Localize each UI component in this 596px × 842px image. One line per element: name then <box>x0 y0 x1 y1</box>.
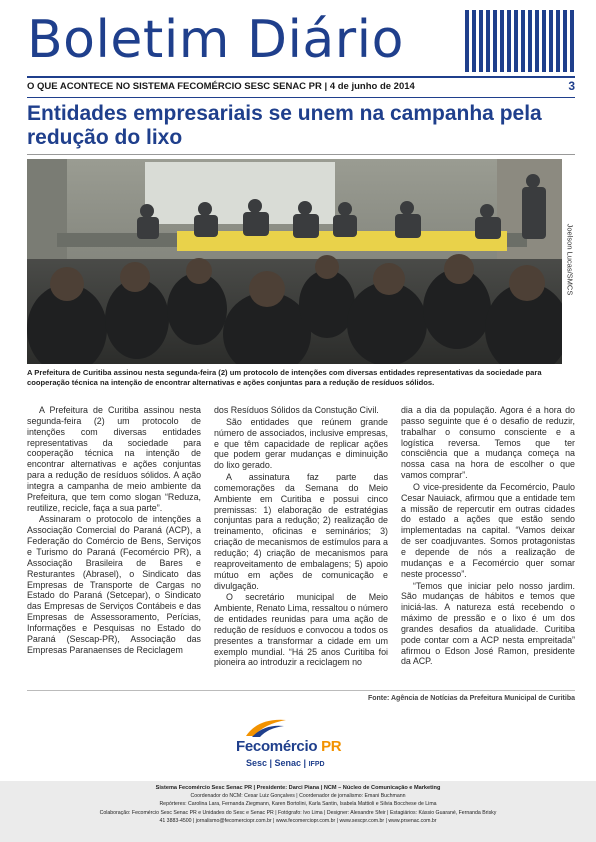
paragraph: A assinatura faz parte das comemorações da Semana do Meio Ambiente em Curitiba e possui cinco premissas: 1) elaboração de estratégias conjuntas para a redução; 2) realização de treinamento, oficinas e seminários; 3) criação de mecanismos de estímulos para a redução; 4) criação de mecanismos para reaproveitamento de embalagens; 5) apoio mútuo em ações de comunicação e divulgação. <box>214 472 388 591</box>
article-headline: Entidades empresariais se unem na campanha pela redução do lixo <box>27 102 542 149</box>
paragraph: Assinaram o protocolo de intenções a Associação Comercial do Paraná (ACP), a Federação do Comércio de Bens, Serviços e Turismo do Paraná (Fecomércio PR), a Associação Brasileira de Bares e Resturantes (Abrasel), o Sindicato das Empresas de Transporte de Cargas no Estado do Paraná (Setcepar), o Sindicato das Empresas de Serviços Contábeis e das Empresas de Assessoramento, Perícias, Informações e Pesquisas no Estado do Paraná (Sescap-PR), Associação das Empresas Paranaenses de Reciclagem <box>27 514 201 655</box>
masthead-divider <box>27 76 575 78</box>
masthead-title: Boletim Diário <box>27 10 404 70</box>
footer-line: Sistema Fecomércio Sesc Senac PR | Presidente: Darci Piana | NCM – Núcleo de Comunicação e Marketing <box>155 785 441 791</box>
article-column-2 <box>214 405 388 667</box>
paragraph: dia a dia da população. Agora é a hora do passo seguinte que é o desafio de reduzir, trabalhar o consumo consciente e a logística reversa. Temos que ter consciência que a mudança começa na nossa casa na hora de escolher o que vamos comprar”. <box>401 405 575 481</box>
source-divider <box>27 690 575 691</box>
paragraph: A Prefeitura de Curitiba assinou nesta segunda-feira (2) um protocolo de intenções com diversas entidades representativas da sociedade para cooperação técnica na intenção de encontrar alternativas e ações conjuntas para a redução de resíduos sólidos. A ação integra a campanha de meio ambiente da Prefeitura, que tem como slogan “Reduza, reutilize, recicle, faça a sua parte”. <box>27 405 201 513</box>
article-column-3 <box>401 405 575 667</box>
issue-line: O QUE ACONTECE NO SISTEMA FECOMÉRCIO SESC SENAC PR | 4 de junho de 2014 <box>27 81 415 92</box>
photo-credit-text: Joelson Lucas/SMCS <box>565 223 575 296</box>
meeting-photo-image <box>27 159 562 364</box>
credits-footer <box>0 781 596 842</box>
logo-subtitle <box>246 758 325 768</box>
article-body <box>27 405 575 667</box>
logo-swoosh-icon <box>244 716 288 738</box>
paragraph: O secretário municipal de Meio Ambiente, Renato Lima, ressaltou o número de entidades reunidas para uma ação de redução de resíduos e convocou a todos os presentes a transformar a cidade em um exemplo mundial. “Há 25 anos Curitiba foi pioneira ao introduzir a reciclagem no <box>214 592 388 668</box>
article-column-1 <box>27 405 201 667</box>
paragraph: dos Resíduos Sólidos da Constução Civil. <box>214 405 379 415</box>
logo-brand-name: Fecomércio <box>236 738 318 755</box>
photo-caption: A Prefeitura de Curitiba assinou nesta segunda-feira (2) um protocolo de intenções com diversas entidades representativas da sociedade para cooperação técnica na intenção de encontrar alternativas e ações conjuntas para a redução de resíduos sólidos. <box>27 368 542 387</box>
logo-brand-suffix: PR <box>321 738 342 755</box>
logo-brand <box>236 738 341 755</box>
article-source: Fonte: Agência de Notícias da Prefeitura Municipal de Curitiba <box>367 695 575 702</box>
footer-text <box>21 784 575 825</box>
masthead <box>27 6 575 78</box>
headline-divider <box>27 154 575 155</box>
masthead-stripes <box>465 10 575 72</box>
paragraph: O vice-presidente da Fecomércio, Paulo Cesar Nauiack, afirmou que a entidade tem a missão de repercutir em outras cidades do estado a ações que estão sendo implementadas na capital. “Vamos deixar de ser coadjuvantes. Somos protagonistas e depende de nós a realização de mudanças e a Fecomércio quer somar neste processo”. <box>401 481 575 579</box>
paragraph: São entidades que reúnem grande número de associados, inclusive empresas, e que têm capacidade de replicar ações que podem gerar mudanças e diminuição do lixo gerado. <box>214 416 388 471</box>
footer-line: Repórteres: Carolina Lara, Fernanda Ziegmann, Karen Bortolini, Karla Santin, Isabela Mattioli e Silvia Bocchese de Lima <box>159 801 437 808</box>
logo-sub-suffix: IFPD <box>308 761 325 768</box>
meeting-photo <box>27 159 562 364</box>
page-number: 3 <box>568 79 575 93</box>
logo-sub-text: Sesc | Senac | <box>246 758 307 768</box>
photo-credit <box>565 160 575 365</box>
footer-line: Coordenador do NCM: Cesar Luiz Gonçalves | Coordenador de jornalismo: Emani Buchmann <box>190 793 406 800</box>
subheader-divider <box>27 97 575 98</box>
fecomercio-logo <box>236 716 360 772</box>
paragraph: “Temos que iniciar pelo nosso jardim. São mudanças de hábitos e temos que iniciá-las. A natureza está recebendo o máximo de pressão e o lixo é um dos grandes desafios da atualidade. Curitiba pode contar com a ACP nesta empreitada” afirmou o Edson José Ramon, presidente da ACP. <box>401 580 575 667</box>
footer-line: 41 3883-4500 | jornalismo@fecomerciopr.com.br | www.fecomerciopr.com.br | www.sescpr.com.br | www.prsenac.com.br <box>159 817 437 824</box>
footer-line: Colaboração: Fecomércio Sesc Senac PR e Unidades do Sesc e Senac PR | Fotógrafo: Ivo Lima | Designer: Alexandre Sfeir | Estagiários: Kássio Guarané, Fernanda Brisky <box>99 809 497 816</box>
